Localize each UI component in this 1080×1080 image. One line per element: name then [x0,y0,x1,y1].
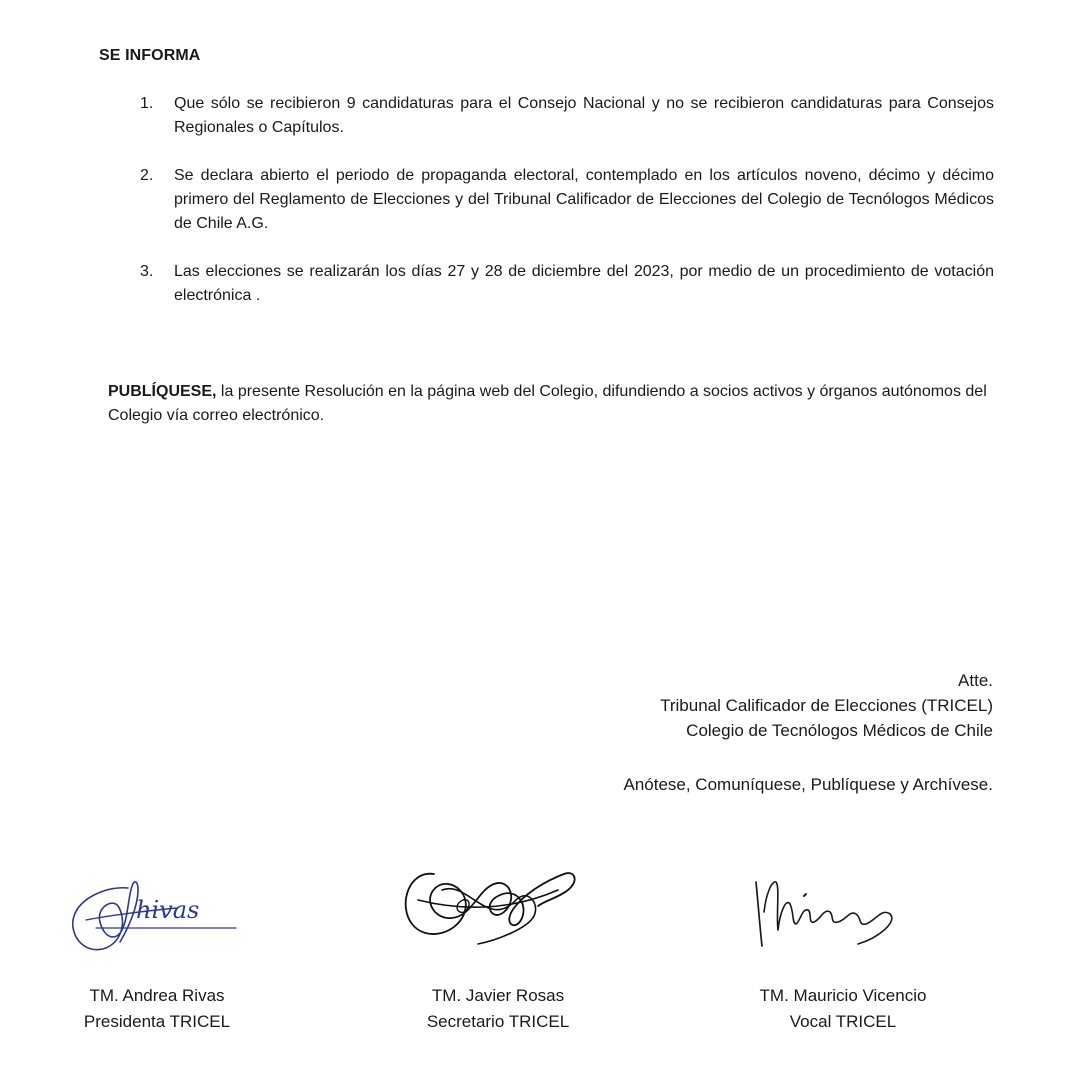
closing-colegio: Colegio de Tecnólogos Médicos de Chile [686,721,993,740]
list-item [140,260,994,308]
signatory-name: TM. Andrea Rivas [89,986,225,1005]
signature-andrea-rivas [66,868,244,960]
list-item-number: 2. [140,167,154,184]
signature-javier-rosas [398,860,582,950]
signature-text: hivas [136,896,200,924]
signatory-name: TM. Javier Rosas [431,986,565,1005]
closing-tribunal: Tribunal Calificador de Elecciones (TRICEL) [660,696,993,715]
signature-mauricio-vicencio [746,872,914,956]
list-item [140,164,994,236]
signatory-role: Presidenta TRICEL [83,1012,231,1031]
list-item-number: 1. [140,95,154,112]
signatory-mauricio-vicencio [733,983,953,1035]
signatory-javier-rosas [398,983,598,1035]
list-item-text: Las elecciones se realizarán los días 27 y 28 de diciembre del 2023, por medio de un procedimiento de votación electrónica . [174,263,994,304]
publish-lead: PUBLÍQUESE, [108,383,217,400]
section-heading: SE INFORMA [99,47,201,64]
closing-formula: Anótese, Comuníquese, Publíquese y Archívese. [623,775,993,794]
signatory-name: TM. Mauricio Vicencio [759,986,927,1005]
signatory-role: Secretario TRICEL [426,1012,570,1031]
list-item-text: Se declara abierto el periodo de propaganda electoral, contemplado en los artículos noveno, décimo y décimo primero del Reglamento de Elecciones y del Tribunal Calificador de Elecciones del Colegio de Tecnólogos Médicos de Chile A.G. [174,167,994,232]
signatory-andrea-rivas [57,983,257,1035]
list-item-text: Que sólo se recibieron 9 candidaturas para el Consejo Nacional y no se recibieron candidaturas para Consejos Regionales o Capítulos. [174,95,994,136]
signatory-role: Vocal TRICEL [789,1012,897,1031]
closing-atte: Atte. [958,671,993,690]
publish-text: la presente Resolución en la página web del Colegio, difundiendo a socios activos y órganos autónomos del Colegio vía correo electrónico. [108,383,987,424]
list-item-number: 3. [140,263,154,280]
list-item [140,92,994,140]
publish-paragraph [108,380,988,428]
